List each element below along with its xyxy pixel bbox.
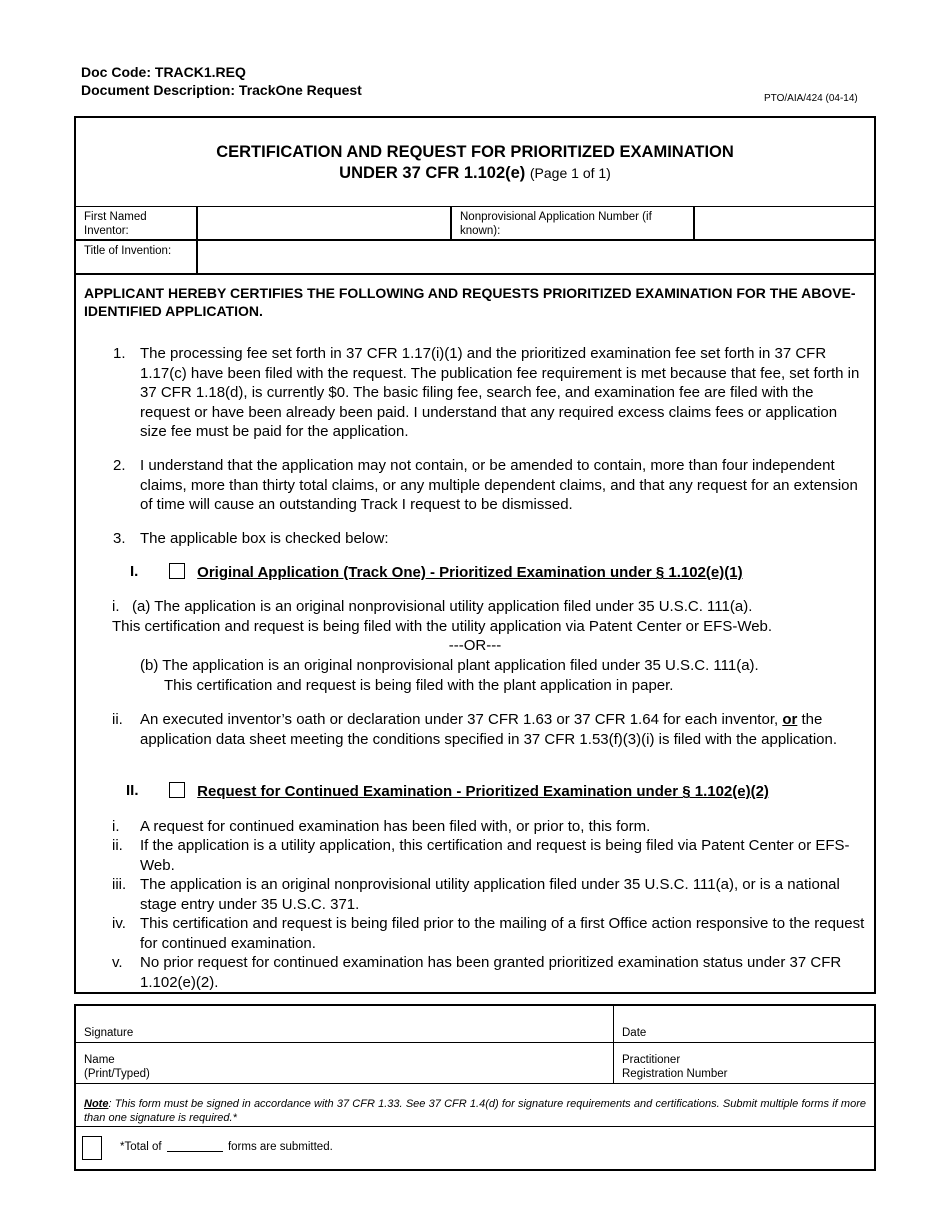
item-text-part: An executed inventor’s oath or declaration under 37 CFR 1.63 or 37 CFR 1.64 for each inventor, [140,711,783,728]
main-form-box [74,116,876,994]
signature-field[interactable] [76,1006,614,1042]
title-of-invention-field[interactable] [198,241,874,273]
section-2-checkbox[interactable] [169,782,185,798]
name-sublabel: (Print/Typed) [84,1068,150,1080]
doc-header [81,63,362,99]
name-field[interactable] [76,1043,614,1083]
inventor-row [76,207,874,241]
item-text: No prior request for continued examination has been granted prioritized examination status under 37 CFR 1.102(e)(2). [140,954,842,991]
item-text: If the application is a utility application, this certification and request is being filed via Patent Center or EFS-Web. [140,837,850,874]
section-1-item-i [112,597,872,636]
title-of-invention-label: Title of Invention: [76,241,198,273]
doc-description-value: : TrackOne Request [230,82,362,98]
section-2-label: Request for Continued Examination - Prioritized Examination under § 1.102(e)(2) [197,783,769,800]
title-rule: UNDER 37 CFR 1.102(e) [339,164,526,182]
item-number: i. [112,818,120,835]
item-text-part: the application data sheet meeting the conditions specified in 37 CFR 1.53(f)(3)(i) is filed with the application. [140,711,838,748]
total-prefix: *Total of [120,1141,162,1153]
signature-row [76,1006,874,1043]
section-1-numeral: I. [130,563,139,580]
item-text: The processing fee set forth in 37 CFR 1.17(i)(1) and the prioritized examination fee set forth in 37 CFR 1.17(c) have been filed with the request. The publication fee requirement is met because that fee, set forth in 37 CFR 1.18(d), is currently $0. The basic filing fee, search fee, and examination fee are filed with the request or have been already been paid. I understand that any required excess claims fees or application size fee must be paid for the application. [140,345,860,441]
form-number: PTO/AIA/424 (04-14) [764,93,858,104]
item-number: v. [112,954,123,971]
or-separator: ---OR--- [448,637,502,654]
total-forms-input[interactable] [167,1151,223,1152]
item-number: iii. [112,876,127,893]
item-number: 2. [113,457,126,474]
title-row [76,241,874,275]
item-number: iv. [112,915,126,932]
name-row [76,1043,874,1084]
total-forms-row [76,1127,874,1169]
signature-note [76,1084,874,1127]
section-2-numeral: II. [126,782,139,799]
item-number: i. [112,598,120,615]
first-named-inventor-field[interactable] [198,207,452,239]
application-number-label: Nonprovisional Application Number (if known): [452,207,695,239]
item-text: The applicable box is checked below: [140,530,389,547]
item-text: A request for continued examination has been filed with, or prior to, this form. [140,818,651,835]
doc-description-label: Document Description [81,82,231,98]
registration-number-label: Registration Number [622,1068,728,1080]
section-2-heading [126,782,139,799]
item-text: This certification and request is being filed with the utility application via Patent Center or EFS-Web. [112,617,773,635]
item-text [140,710,868,749]
registration-number-field[interactable] [614,1043,874,1083]
form-title [76,118,874,207]
section-1-item-b [140,656,870,695]
total-suffix: forms are submitted. [227,1141,333,1153]
item-text: I understand that the application may not contain, or be amended to contain, more than four independent claims, more than thirty total claims, or any multiple dependent claims, and that any request for an extension of time will cause an outstanding Track I request to be dismissed. [140,457,858,514]
certification-heading: APPLICANT HEREBY CERTIFIES THE FOLLOWING AND REQUESTS PRIORITIZED EXAMINATION FOR THE ABOVE-IDENTIFIED APPLICATION. [84,285,856,319]
total-forms-text [120,1141,333,1153]
item-text: This certification and request is being filed prior to the mailing of a first Office action responsive to the request for continued examination. [140,915,865,952]
page-indicator: (Page 1 of 1) [529,165,611,181]
section-2-title [169,782,769,800]
signature-box [74,1004,876,1171]
total-forms-checkbox[interactable] [82,1136,102,1160]
signature-label: Signature [84,1027,134,1039]
section-1-title [169,563,743,581]
title-line-1: CERTIFICATION AND REQUEST FOR PRIORITIZED EXAMINATION [216,143,734,161]
item-number: 3. [113,530,126,547]
item-number: ii. [112,711,123,728]
date-field[interactable] [614,1006,874,1042]
doc-description [81,81,362,99]
or-emphasis: or [782,711,798,728]
note-label: Note [84,1098,109,1110]
item-number: ii. [112,837,123,854]
title-line-2 [76,163,874,184]
note-text: : This form must be signed in accordance with 37 CFR 1.33. See 37 CFR 1.4(d) for signature requirements and certifications. Submit multiple forms if more than one signature is required.* [84,1098,866,1124]
item-text: The application is an original nonprovisional utility application filed under 35 U.S.C. 111(a), or is a national stage entry under 35 U.S.C. 371. [140,876,840,913]
item-text: This certification and request is being filed with the plant application in paper. [164,676,674,694]
practitioner-label: Practitioner [622,1054,681,1066]
application-number-field[interactable] [695,207,874,239]
first-named-inventor-label: First Named Inventor: [76,207,198,239]
item-text: (b) The application is an original nonprovisional plant application filed under 35 U.S.C. 111(a). [140,657,759,674]
name-label: Name [84,1054,115,1066]
section-1-heading [130,563,138,580]
section-1-checkbox[interactable] [169,563,185,579]
date-label: Date [622,1027,647,1039]
section-1-label: Original Application (Track One) - Prioritized Examination under § 1.102(e)(1) [197,564,743,581]
item-text: (a) The application is an original nonprovisional utility application filed under 35 U.S.C. 111(a). [132,598,753,615]
doc-code: Doc Code: TRACK1.REQ [81,64,246,80]
item-number: 1. [113,345,126,362]
